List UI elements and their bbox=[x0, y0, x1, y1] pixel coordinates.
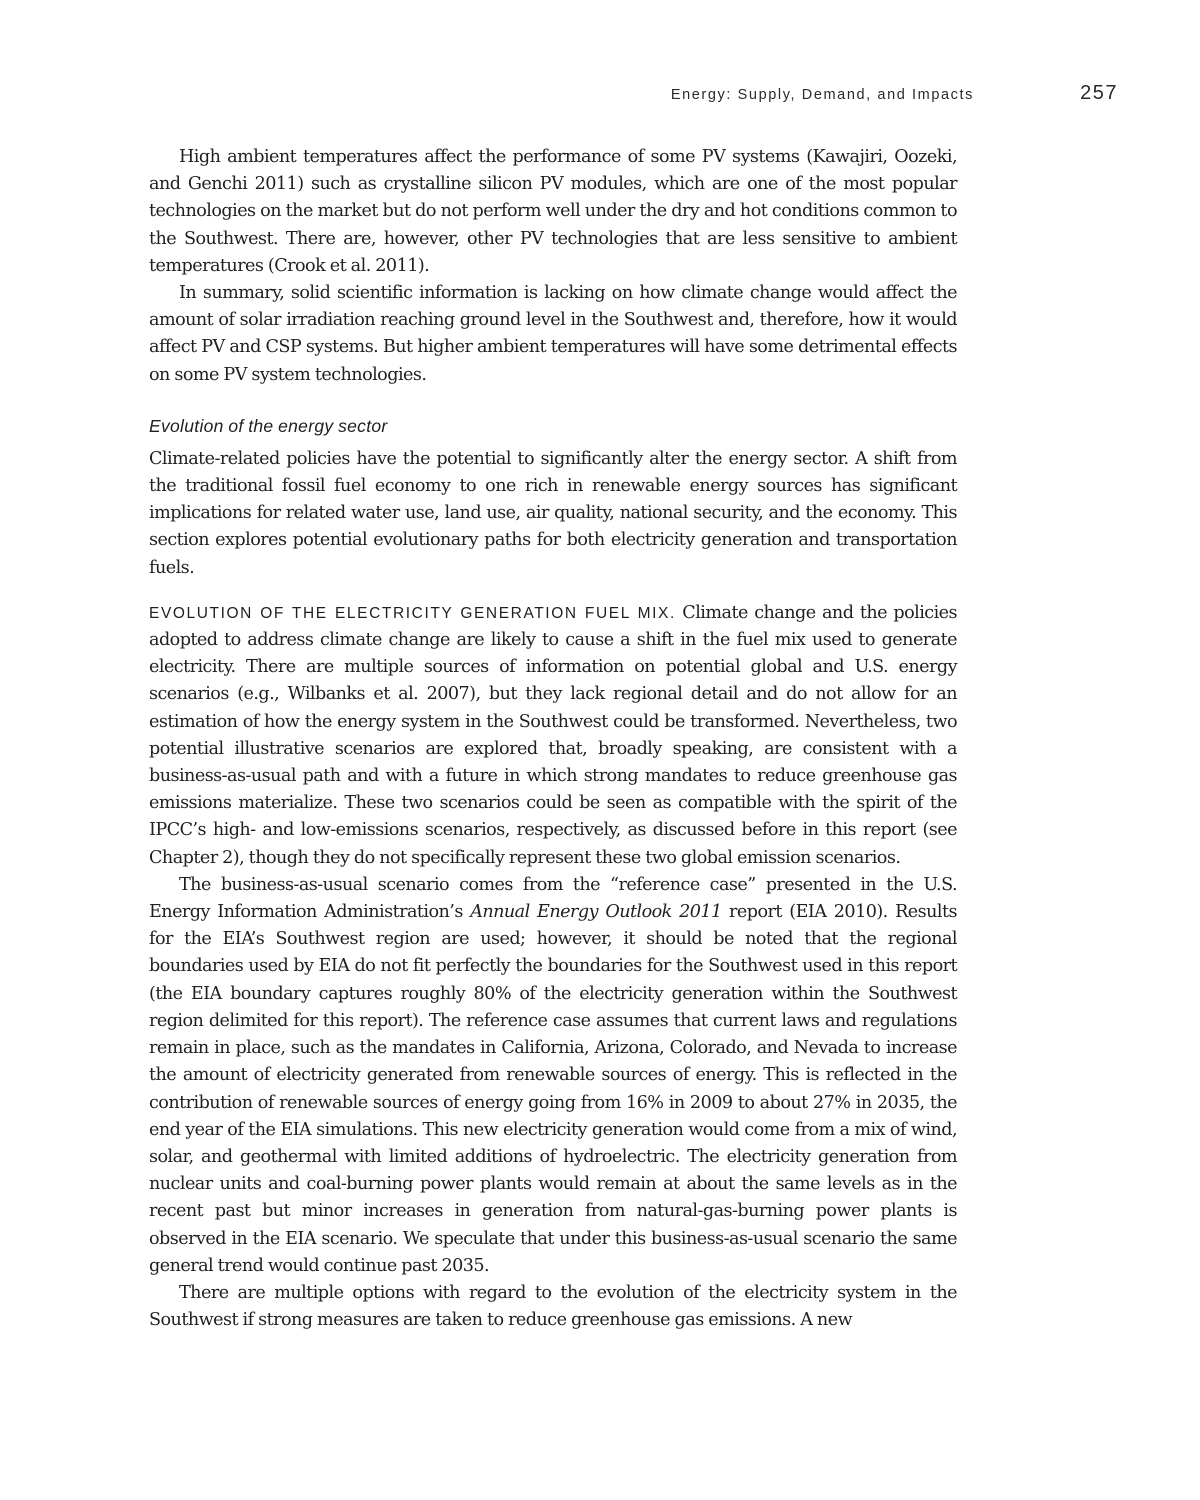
section-heading: Evolution of the energy sector bbox=[149, 415, 388, 436]
paragraph-business-as-usual bbox=[149, 872, 957, 1280]
body-text bbox=[149, 144, 957, 1334]
run-in-heading: EVOLUTION OF THE ELECTRICITY GENERATION FUEL MIX. bbox=[149, 604, 676, 622]
paragraph-bau-text-start: The business-as-usual scenario comes from the “reference case” presented in the U.S. Energy Information Administration’s bbox=[149, 874, 957, 923]
paragraph-fuel-mix-text: Climate change and the policies adopted to address climate change are likely to cause a shift in the fuel mix used to generate electricity. There are multiple sources of information on potential global and U.S. energy scenarios (e.g., Wilbanks et al. 2007), but they lack regional detail and do not allow for an estimation of how the energy system in the Southwest could be transformed. Nevertheless, two potential illustrative scenarios are explored that, broadly speaking, are consistent with a business-as-usual path and with a future in which strong mandates to reduce greenhouse gas emissions materialize. These two scenarios could be seen as compatible with the spirit of the IPCC’s high- and low-emissions scenarios, respectively, as discussed before in this report (see Chapter 2), though they do not specifically represent these two global emission scenarios. bbox=[149, 602, 958, 868]
paragraph-pv-temperature: High ambient temperatures affect the performance of some PV systems (Kawajiri, Oozeki, and Genchi 2011) such as crystalline silicon PV modules, which are one of the most popular technologies on the market but do not perform well under the dry and hot conditions common to the Southwest. There are, however, other PV technologies that are less sensitive to ambient temperatures (Crook et al. 2011). bbox=[149, 147, 957, 276]
page-number: 257 bbox=[1080, 82, 1118, 104]
paragraph-summary: In summary, solid scientific information is lacking on how climate change would affect the amount of solar irradiation reaching ground level in the Southwest and, therefore, how it would affect PV and CSP systems. But higher ambient temperatures will have some detrimental effects on some PV system technologies. bbox=[149, 283, 957, 385]
report-title: Annual Energy Outlook 2011 bbox=[470, 902, 722, 923]
paragraph-fuel-mix bbox=[149, 600, 957, 872]
paragraph-strong-measures: There are multiple options with regard to the evolution of the electricity system in the Southwest if strong measures are taken to reduce greenhouse gas emissions. A new bbox=[149, 1282, 957, 1331]
paragraph-climate-policies: Climate-related policies have the potential to significantly alter the energy sector. A shift from the traditional fossil fuel economy to one rich in renewable energy sources has significant implications for related water use, land use, air quality, national security, and the economy. This section explores potential evolutionary paths for both electricity generation and transportation fuels. bbox=[149, 448, 957, 578]
paragraph-bau-text-end: report (EIA 2010). Results for the EIA’s Southwest region are used; however, it should be noted that the regional boundaries used by EIA do not fit perfectly the boundaries for the Southwest used in this report (the EIA boundary captures roughly 80% of the electricity generation within the Southwest region delimited for this report). The reference case assumes that current laws and regulations remain in place, such as the mandates in California, Arizona, Colorado, and Nevada to increase the amount of electricity generated from renewable sources of energy. This is reflected in the contribution of renewable sources of energy going from 16% in 2009 to about 27% in 2035, the end year of the EIA simulations. This new electricity generation would come from a mix of wind, solar, and geothermal with limited additions of hydroelectric. The electricity generation from nuclear units and coal-burning power plants would remain at about the same levels as in the recent past but minor increases in generation from natural-gas-burning power plants is observed in the EIA scenario. We speculate that under this business-as-usual scenario the same general trend would continue past 2035. bbox=[149, 902, 957, 1276]
running-title: Energy: Supply, Demand, and Impacts bbox=[670, 87, 974, 103]
running-head bbox=[0, 84, 1200, 108]
